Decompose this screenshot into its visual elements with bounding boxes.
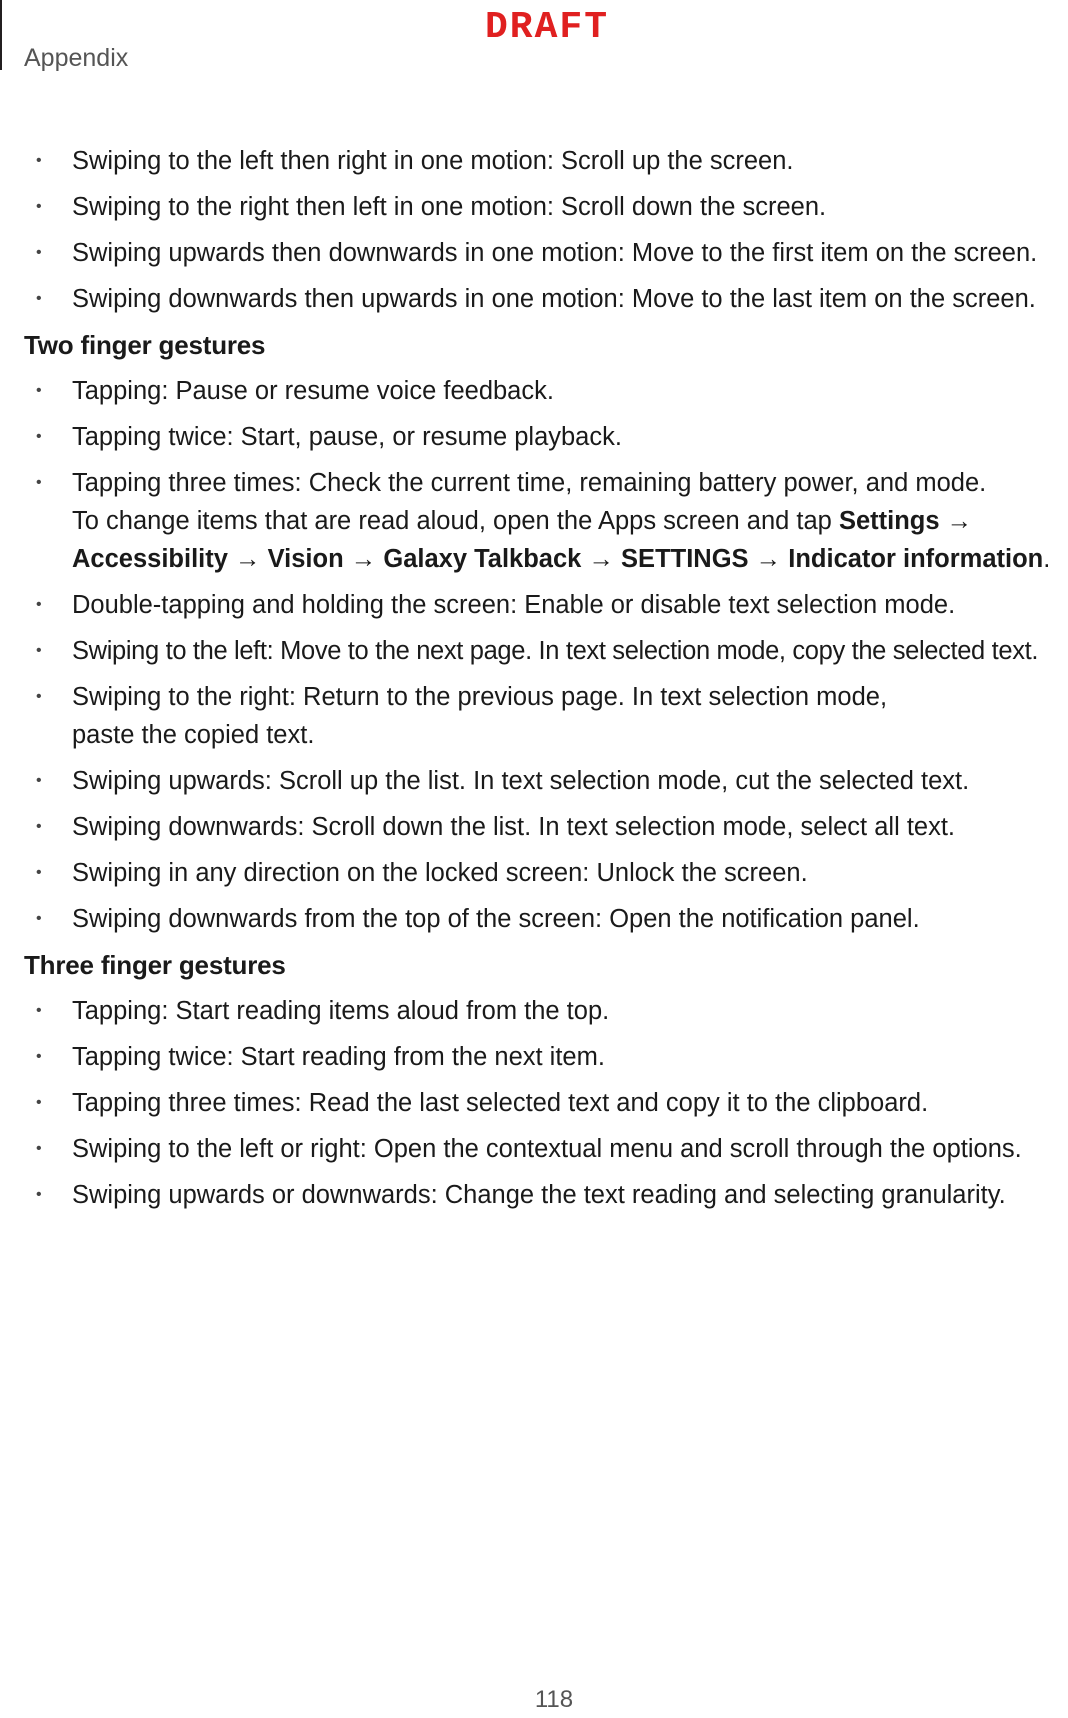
bullet-icon: • [36, 152, 42, 169]
path-settings: Settings [838, 507, 940, 535]
list-item-text: Swiping in any direction on the locked screen: Unlock the screen. [72, 859, 808, 887]
bullet-icon: • [36, 910, 42, 927]
settings-path-intro: To change items that are read aloud, open the Apps screen and tap [72, 507, 839, 535]
bullet-icon: • [36, 474, 42, 491]
arrow-icon: → [588, 545, 614, 573]
three-finger-heading: Three finger gestures [24, 950, 286, 980]
list-item-text: Swiping upwards or downwards: Change the text reading and selecting granularity. [72, 1181, 1006, 1209]
list-item-text: Swiping upwards: Scroll up the list. In text selection mode, cut the selected text. [72, 767, 970, 795]
arrow-icon: → [755, 545, 782, 573]
arrow-icon: → [350, 545, 377, 573]
bullet-icon: • [36, 596, 42, 613]
list-item-text: Double-tapping and holding the screen: Enable or disable text selection mode. [72, 591, 956, 619]
page-number: 118 [534, 1686, 574, 1713]
list-item-text: Tapping: Start reading items aloud from the top. [72, 997, 610, 1025]
bullet-icon: • [36, 244, 42, 261]
one-finger-gesture-list [24, 142, 1054, 318]
sentence-end: . [1043, 545, 1051, 573]
path-vision: Vision [267, 545, 344, 573]
list-item-text: Swiping to the right: Return to the previous page. In text selection mode, paste the copied text. [72, 683, 888, 749]
bullet-icon: • [36, 864, 42, 881]
list-item [24, 1084, 1054, 1122]
bullet-icon: • [36, 1094, 42, 1111]
list-item [24, 372, 1054, 410]
list-item-text: Swiping downwards: Scroll down the list. In text selection mode, select all text. [72, 813, 955, 841]
three-finger-gesture-list [24, 992, 1054, 1214]
list-item-text: Swiping to the left then right in one motion: Scroll up the screen. [72, 147, 794, 175]
list-item [24, 854, 1054, 892]
draft-watermark: DRAFT [484, 6, 610, 49]
list-item [24, 464, 1054, 578]
list-item-text: Tapping: Pause or resume voice feedback. [72, 377, 554, 405]
list-item [24, 900, 1054, 938]
path-indicator-information: Indicator information [788, 545, 1044, 573]
section-title: Appendix [24, 44, 129, 72]
list-item [24, 808, 1054, 846]
list-item-text: Tapping three times: Read the last selected text and copy it to the clipboard. [72, 1089, 929, 1117]
bullet-icon: • [36, 1186, 42, 1203]
bullet-icon: • [36, 1140, 42, 1157]
list-item-text: Swiping upwards then downwards in one motion: Move to the first item on the screen. [72, 239, 1038, 267]
list-item [24, 762, 1054, 800]
arrow-icon: → [235, 545, 261, 573]
bullet-icon: • [36, 642, 42, 659]
list-item-text: Swiping to the left: Move to the next page. In text selection mode, copy the selected text. [72, 637, 1039, 665]
bullet-icon: • [36, 818, 42, 835]
two-finger-heading: Two finger gestures [24, 330, 266, 360]
list-item-text: Swiping downwards from the top of the screen: Open the notification panel. [72, 905, 920, 933]
list-item-text: Tapping twice: Start reading from the next item. [72, 1043, 605, 1071]
list-item [24, 188, 1054, 226]
bullet-icon: • [36, 1002, 42, 1019]
list-item-text: Tapping twice: Start, pause, or resume playback. [72, 423, 622, 451]
list-item [24, 586, 1054, 624]
bullet-icon: • [36, 382, 42, 399]
list-item [24, 1176, 1054, 1214]
list-item [24, 1038, 1054, 1076]
bullet-icon: • [36, 290, 42, 307]
path-accessibility: Accessibility [72, 545, 228, 573]
list-item [24, 142, 1054, 180]
list-item [24, 418, 1054, 456]
arrow-icon: → [946, 507, 973, 535]
bullet-icon: • [36, 688, 42, 705]
list-item-text: Swiping to the left or right: Open the contextual menu and scroll through the options. [72, 1135, 1022, 1163]
list-item-text: Swiping downwards then upwards in one motion: Move to the last item on the screen. [72, 285, 1036, 313]
bullet-icon: • [36, 198, 42, 215]
bullet-icon: • [36, 1048, 42, 1065]
page-content [24, 142, 1054, 1222]
list-item [24, 280, 1054, 318]
list-item [24, 678, 1054, 754]
bullet-icon: • [36, 772, 42, 789]
list-item-text: Swiping to the right then left in one motion: Scroll down the screen. [72, 193, 827, 221]
two-finger-gesture-list [24, 372, 1054, 938]
path-galaxy-talkback: Galaxy Talkback [383, 545, 582, 573]
list-item [24, 234, 1054, 272]
path-settings-caps: SETTINGS [621, 545, 749, 573]
list-item [24, 1130, 1054, 1168]
list-item-text: Tapping three times: Check the current time, remaining battery power, and mode. [72, 469, 987, 497]
list-item [24, 992, 1054, 1030]
bullet-icon: • [36, 428, 42, 445]
list-item [24, 632, 1054, 670]
